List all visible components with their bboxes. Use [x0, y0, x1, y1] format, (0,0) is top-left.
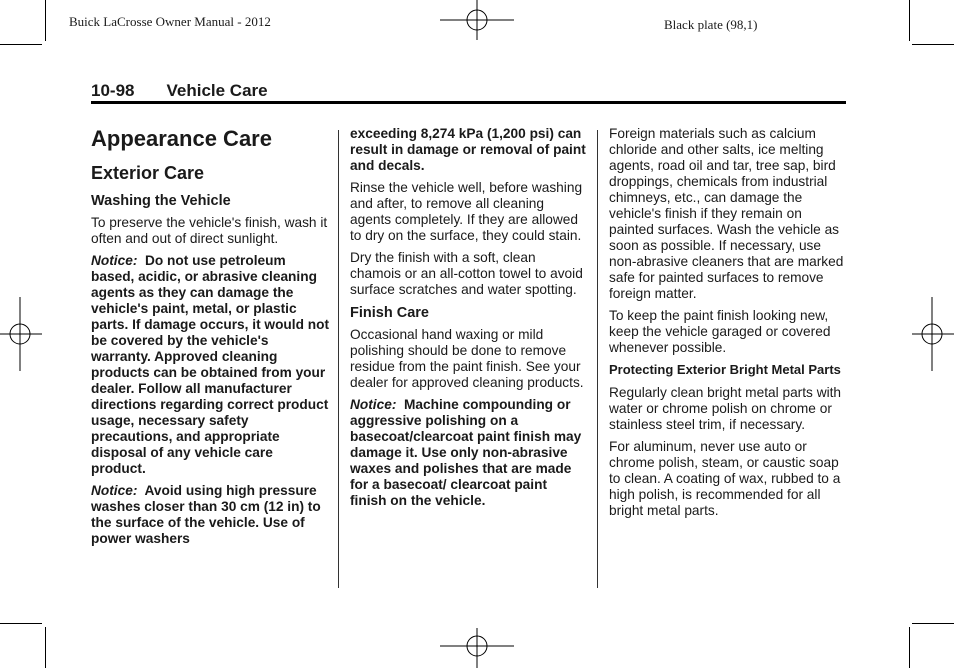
- notice-label: Notice:: [91, 483, 138, 498]
- crop-mark: [45, 627, 46, 668]
- notice-text: Machine compounding or aggressive polishing on a basecoat/clearcoat paint finish may damage it. Use only non-abrasive waxes and polishes that are made for a basecoat/ clearcoat paint finish on the vehicle.: [350, 397, 582, 508]
- plate-label: Black plate (98,1): [664, 17, 758, 32]
- manual-title: Buick LaCrosse Owner Manual - 2012: [69, 14, 271, 29]
- crop-mark: [912, 44, 954, 45]
- paragraph: To preserve the vehicle's finish, wash it often and out of direct sunlight.: [91, 215, 328, 246]
- notice-continued: exceeding 8,274 kPa (1,200 psi) can result in damage or removal of paint and decals.: [350, 126, 586, 173]
- registration-mark-icon: [0, 297, 42, 371]
- crop-mark: [912, 623, 954, 624]
- notice-label: Notice:: [91, 253, 138, 268]
- notice: [91, 483, 331, 547]
- header-rule: [91, 101, 846, 104]
- paragraph: Rinse the vehicle well, before washing and after, to remove all cleaning agents completely. If they are allowed to dry on the surface, they could stain.: [350, 180, 583, 243]
- notice-label: Notice:: [350, 397, 397, 412]
- running-head: [91, 81, 268, 101]
- registration-mark-icon: [912, 297, 954, 371]
- crop-mark: [909, 0, 910, 41]
- subsection-title: Finish Care: [350, 305, 429, 321]
- notice: [350, 397, 586, 509]
- column-3: [609, 126, 849, 525]
- crop-mark: [0, 44, 42, 45]
- column-2: [350, 126, 586, 515]
- page-number: 10-98: [91, 81, 135, 100]
- column-divider: [597, 130, 598, 588]
- section-name: Vehicle Care: [166, 81, 268, 100]
- notice-text: Avoid using high pressure washes closer than 30 cm (12 in) to the surface of the vehicle. Use of power washers: [91, 483, 321, 546]
- crop-mark: [909, 627, 910, 668]
- paragraph: For aluminum, never use auto or chrome polish, steam, or caustic soap to clean. A coating of wax, rubbed to a high polish, is recommended for all bright metal parts.: [609, 439, 841, 518]
- registration-mark-icon: [440, 628, 514, 668]
- column-1: [91, 126, 331, 553]
- page-title: Appearance Care: [91, 126, 272, 151]
- paragraph: Regularly clean bright metal parts with water or chrome polish on chrome or stainless steel trim, if necessary.: [609, 385, 842, 432]
- paragraph: Foreign materials such as calcium chloride and other salts, ice melting agents, road oil and tar, tree sap, bird droppings, chemicals from industrial chimneys, etc., can damage the vehicle's finish if they remain on painted surfaces. Wash the vehicle as soon as possible. If necessary, use non-abrasive cleaners that are marked safe for painted surfaces to remove foreign matter.: [609, 126, 844, 301]
- section-title: Exterior Care: [91, 163, 205, 183]
- notice: [91, 253, 331, 477]
- crop-mark: [45, 0, 46, 41]
- subsection-title: Washing the Vehicle: [91, 193, 231, 209]
- subsection-title: Protecting Exterior Bright Metal Parts: [609, 362, 841, 377]
- notice-text: Do not use petroleum based, acidic, or abrasive cleaning agents as they can damage the vehicle's paint, metal, or plastic parts. If damage occurs, it would not be covered by the vehicle's warranty. Approved cleaning products can be obtained from your dealer. Follow all manufacturer directions regarding correct product usage, necessary safety precautions, and appropriate disposal of any vehicle care product.: [91, 253, 330, 476]
- registration-mark-icon: [440, 0, 514, 44]
- paragraph: Occasional hand waxing or mild polishing should be done to remove residue from the paint finish. See your dealer for approved cleaning products.: [350, 327, 584, 390]
- paragraph: Dry the finish with a soft, clean chamois or an all-cotton towel to avoid surface scratches and water spotting.: [350, 250, 583, 297]
- column-divider: [338, 130, 339, 588]
- crop-mark: [0, 623, 42, 624]
- paragraph: To keep the paint finish looking new, keep the vehicle garaged or covered whenever possible.: [609, 308, 831, 355]
